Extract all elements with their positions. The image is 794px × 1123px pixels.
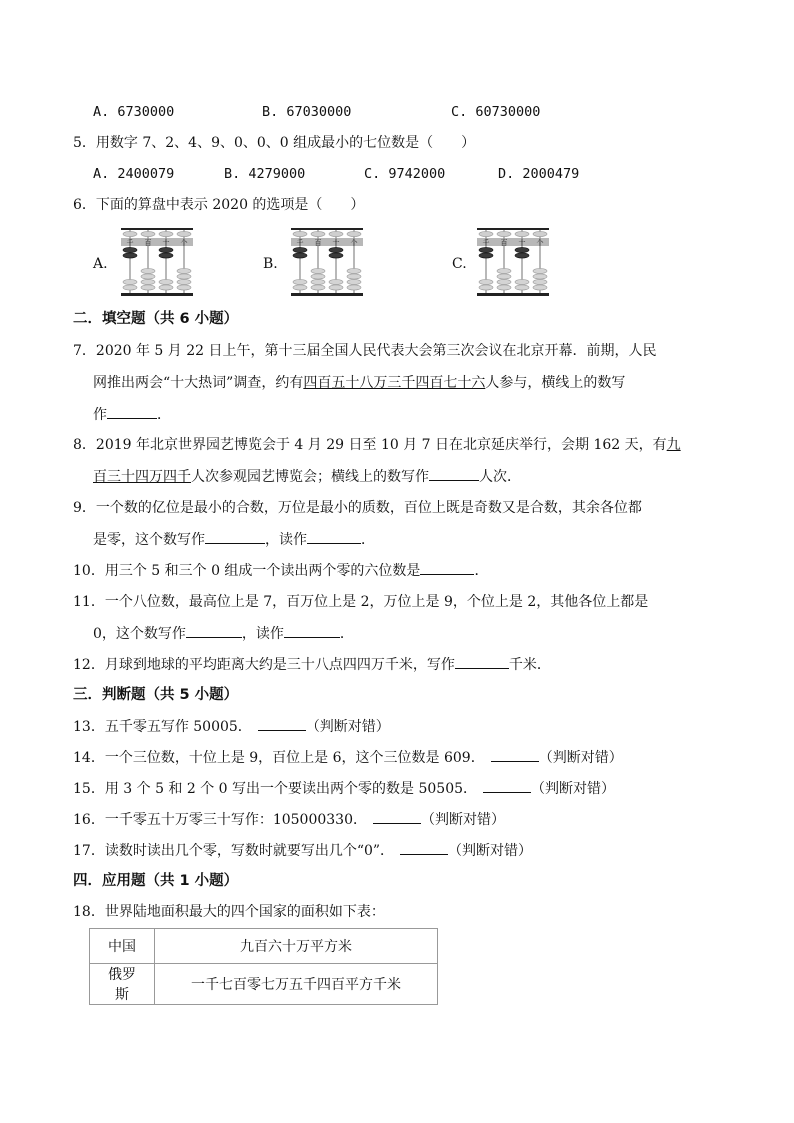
q12-text-b: 千米． (508, 657, 551, 673)
abacus-bottom-frame (477, 293, 549, 296)
abacus-rod-label: 十 (518, 239, 526, 247)
q6-option-c-label: C. (452, 256, 467, 272)
earth-bead (347, 279, 361, 284)
earth-bead (141, 279, 155, 284)
earth-bead (497, 268, 511, 273)
q6-stem: 6．下面的算盘中表示 2020 的选项是（ ） (73, 197, 365, 213)
earth-bead (497, 285, 511, 290)
q7-text-b: 人参与，横线上的数写 (485, 375, 626, 391)
q7-answer-blank[interactable] (107, 404, 157, 419)
q7-underlined-number: 四百五十八万三千四百七十六 (303, 375, 486, 391)
country-cell: 中国 (90, 929, 155, 964)
q10-answer-blank[interactable] (420, 560, 474, 575)
heaven-bead (347, 231, 361, 236)
q17-text: 17．读数时读出几个零，写数时就要写出几个“0”． (73, 843, 395, 859)
q8-underlined-a: 九 (666, 437, 681, 453)
q14-answer-blank[interactable] (491, 747, 539, 762)
earth-bead (159, 285, 173, 290)
heaven-bead (177, 231, 191, 236)
abacus-bottom-frame (121, 293, 193, 296)
q9-write-blank[interactable] (205, 529, 265, 544)
q7-line-1: 7．2020 年 5 月 22 日上午，第十三届全国人民代表大会第三次会议在北京开幕．前期，人民 (73, 343, 657, 359)
abacus-rod-label: 千 (482, 239, 490, 247)
q7-line-3 (93, 404, 171, 425)
q11-line-1: 11．一个八位数，最高位上是 7，百万位上是 2，万位上是 9，个位上是 2，其他各位上都是 (73, 594, 649, 610)
abacus-rod-label: 个 (180, 239, 188, 247)
earth-bead (177, 268, 191, 273)
area-cell: 九百六十万平方米 (155, 929, 438, 964)
earth-bead (159, 279, 173, 284)
heaven-bead (311, 231, 325, 236)
heaven-bead (159, 231, 173, 236)
earth-bead (347, 285, 361, 290)
abacus-top-frame (121, 228, 193, 230)
heaven-bead (141, 231, 155, 236)
q13-text: 13．五千零五写作 50005． (73, 719, 252, 735)
earth-bead-active (329, 247, 343, 252)
q5-option-a: A. 2400079 (93, 166, 175, 182)
q9-text-b: ，读作 (265, 532, 307, 548)
table-row (90, 929, 438, 964)
earth-bead-active (479, 253, 493, 258)
q10-text-b: ． (474, 563, 489, 579)
earth-bead (293, 279, 307, 284)
abacus-top-frame (477, 228, 549, 230)
earth-bead-active (293, 247, 307, 252)
q7-text-a: 网推出两会“十大热词”调查，约有 (93, 375, 304, 391)
q14-judge-note: （判断对错） (538, 750, 623, 766)
earth-bead (311, 274, 325, 279)
q8-text-b: 人次参观园艺博览会；横线上的数写作 (191, 469, 429, 485)
q8-answer-blank[interactable] (429, 466, 479, 481)
q11-text-b: ，读作 (241, 626, 284, 642)
abacus-rod-label: 百 (500, 239, 508, 247)
q12-line (73, 654, 551, 675)
earth-bead (311, 285, 325, 290)
q13-answer-blank[interactable] (258, 716, 306, 731)
q14-text: 14．一个三位数，十位上是 9，百位上是 6，这个三位数是 609． (73, 750, 485, 766)
q8-text-c: 人次． (479, 469, 521, 485)
q9-line-1: 9．一个数的亿位是最小的合数，万位是最小的质数，百位上既是奇数又是合数，其余各位都 (73, 500, 642, 516)
abacus-rod-label: 十 (162, 239, 170, 247)
q7-line-2 (93, 373, 625, 393)
q12-answer-blank[interactable] (455, 654, 509, 669)
q15-judge-note: （判断对错） (531, 781, 616, 797)
q9-text-c: ． (361, 532, 375, 548)
earth-bead (177, 274, 191, 279)
q18-stem: 18．世界陆地面积最大的四个国家的面积如下表： (73, 904, 385, 920)
q5-option-b: B. 4279000 (224, 166, 306, 182)
q11-text-a: 0，这个数写作 (93, 626, 186, 642)
abacus-c (476, 226, 550, 298)
earth-bead (533, 279, 547, 284)
q14-line (73, 747, 623, 768)
earth-bead-active (293, 253, 307, 258)
q8-text-a: 8．2019 年北京世界园艺博览会于 4 月 29 日至 10 月 7 日在北京延庆举行，会期 162 天，有 (73, 437, 667, 453)
earth-bead (347, 268, 361, 273)
earth-bead (123, 285, 137, 290)
abacus-a (120, 226, 194, 298)
q17-answer-blank[interactable] (400, 840, 448, 855)
q15-text: 15．用 3 个 5 和 2 个 0 写出一个要读出两个零的数是 50505． (73, 781, 478, 797)
section-2-heading: 二．填空题（共 6 小题） (73, 311, 239, 327)
earth-bead (479, 279, 493, 284)
earth-bead (533, 285, 547, 290)
q4-option-b: B. 67030000 (262, 104, 352, 120)
q11-write-blank[interactable] (186, 623, 242, 638)
earth-bead (177, 285, 191, 290)
earth-bead-active (159, 247, 173, 252)
earth-bead (479, 285, 493, 290)
earth-bead (533, 268, 547, 273)
section-3-heading: 三．判断题（共 5 小题） (73, 687, 239, 703)
earth-bead-active (329, 253, 343, 258)
q11-text-c: ． (339, 626, 354, 642)
country-cell: 俄罗斯 (90, 964, 155, 1005)
abacus-rod-label: 百 (144, 239, 152, 247)
q7-text-d: ． (157, 407, 171, 423)
q16-line (73, 809, 505, 830)
abacus-rod-label: 个 (350, 239, 358, 247)
earth-bead (141, 274, 155, 279)
q4-option-c: C. 60730000 (451, 104, 541, 120)
q15-answer-blank[interactable] (483, 778, 531, 793)
q8-underlined-b: 百三十四万四千 (93, 469, 191, 485)
abacus-rod-label: 个 (536, 239, 544, 247)
heaven-bead (515, 231, 529, 236)
earth-bead (497, 279, 511, 284)
abacus-rod-label: 十 (332, 239, 340, 247)
abacus-rod-label: 千 (296, 239, 304, 247)
abacus-top-frame (291, 228, 363, 230)
country-area-table (89, 928, 438, 1005)
q5-option-d: D. 2000479 (498, 166, 580, 182)
earth-bead-active (123, 247, 137, 252)
earth-bead-active (159, 253, 173, 258)
earth-bead (515, 285, 529, 290)
q10-line (73, 560, 488, 581)
earth-bead-active (123, 253, 137, 258)
q16-answer-blank[interactable] (373, 809, 421, 824)
q4-option-a: A. 6730000 (93, 104, 175, 120)
q8-line-1 (73, 435, 681, 455)
q10-text-a: 10．用三个 5 和三个 0 组成一个读出两个零的六位数是 (73, 563, 421, 579)
earth-bead (311, 268, 325, 273)
heaven-bead (293, 231, 307, 236)
abacus-bottom-frame (291, 293, 363, 296)
earth-bead (533, 274, 547, 279)
q9-text-a: 是零，这个数写作 (93, 532, 205, 548)
q9-line-2 (93, 529, 375, 550)
q16-text: 16．一千零五十万零三十写作：105000330． (73, 812, 367, 828)
earth-bead (311, 279, 325, 284)
earth-bead (123, 279, 137, 284)
q7-text-c: 作 (93, 407, 107, 423)
q6-option-a-label: A. (93, 256, 108, 272)
q15-line (73, 778, 615, 799)
earth-bead (141, 285, 155, 290)
earth-bead (141, 268, 155, 273)
heaven-bead (329, 231, 343, 236)
q17-line (73, 840, 532, 861)
section-4-heading: 四．应用题（共 1 小题） (73, 873, 239, 889)
heaven-bead (123, 231, 137, 236)
q12-text-a: 12．月球到地球的平均距离大约是三十八点四四万千米，写作 (73, 657, 455, 673)
earth-bead (177, 279, 191, 284)
q13-line (73, 716, 390, 737)
q5-stem: 5．用数字 7、2、4、9、0、0、0 组成最小的七位数是（ ） (73, 135, 476, 151)
earth-bead (497, 274, 511, 279)
earth-bead-active (515, 253, 529, 258)
q5-option-c: C. 9742000 (364, 166, 446, 182)
q11-line-2 (93, 623, 354, 644)
earth-bead (515, 279, 529, 284)
abacus-rod-label: 千 (126, 239, 134, 247)
q9-read-blank[interactable] (307, 529, 361, 544)
q6-option-b-label: B. (263, 256, 278, 272)
q17-judge-note: （判断对错） (448, 843, 533, 859)
q16-judge-note: （判断对错） (420, 812, 505, 828)
heaven-bead (479, 231, 493, 236)
earth-bead-active (479, 247, 493, 252)
q13-judge-note: （判断对错） (305, 719, 390, 735)
table-row (90, 964, 438, 1005)
area-cell: 一千七百零七万五千四百平方千米 (155, 964, 438, 1005)
earth-bead (329, 279, 343, 284)
abacus-rod-label: 百 (314, 239, 322, 247)
heaven-bead (497, 231, 511, 236)
q11-read-blank[interactable] (284, 623, 340, 638)
heaven-bead (533, 231, 547, 236)
earth-bead-active (515, 247, 529, 252)
q8-line-2 (93, 466, 521, 487)
earth-bead (293, 285, 307, 290)
earth-bead (347, 274, 361, 279)
abacus-b (290, 226, 364, 298)
earth-bead (329, 285, 343, 290)
